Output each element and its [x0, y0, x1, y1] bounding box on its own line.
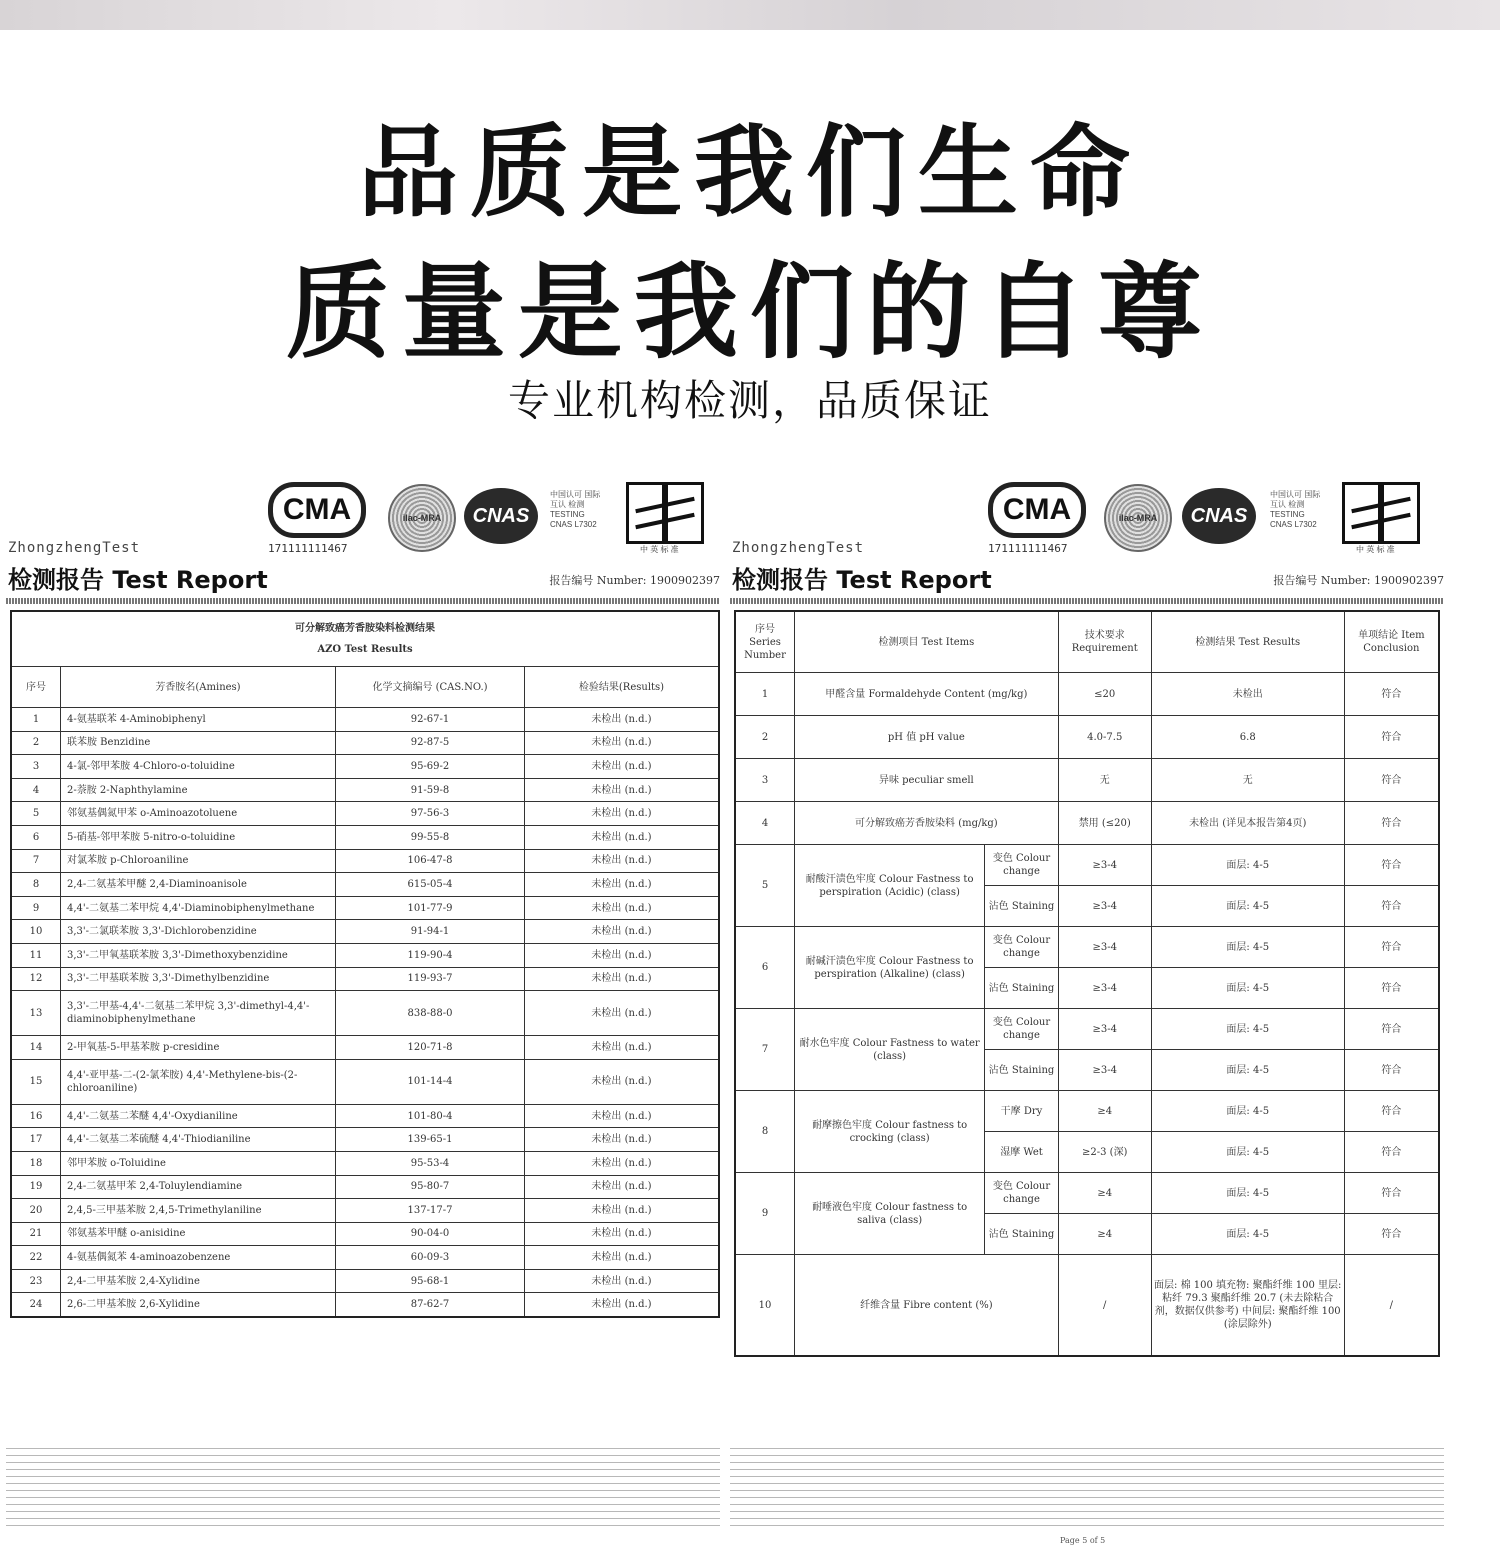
table-cell: 21: [11, 1222, 61, 1246]
table-cell: 未检出 (n.d.): [525, 1293, 720, 1317]
table-cell: 无: [1058, 759, 1151, 802]
table-cell: 13: [11, 991, 61, 1036]
table-cell: 95-68-1: [336, 1269, 525, 1293]
table-row: [11, 731, 719, 755]
cma-logo: CMA: [988, 482, 1086, 538]
table-cell: 符合: [1344, 1132, 1439, 1173]
table-cell: 未检出: [1151, 673, 1344, 716]
table-cell: 面层: 4-5: [1151, 1132, 1344, 1173]
table-cell: 未检出 (n.d.): [525, 1059, 720, 1104]
table-cell: 未检出 (n.d.): [525, 1199, 720, 1223]
table-cell: 未检出 (n.d.): [525, 873, 720, 897]
table-cell: 17: [11, 1128, 61, 1152]
table-cell: 可分解致癌芳香胺染料 (mg/kg): [795, 802, 1059, 845]
table-cell: 119-90-4: [336, 943, 525, 967]
table-cell: 2,6-二甲基苯胺 2,6-Xylidine: [61, 1293, 336, 1317]
cnas-logo: CNAS: [464, 488, 538, 544]
table-cell: 沾色 Staining: [985, 886, 1058, 927]
table-cell: 20: [11, 1199, 61, 1223]
header-cell: 技术要求 Requirement: [1058, 611, 1151, 673]
table-cell: 符合: [1344, 845, 1439, 886]
table-cell: 5-硝基-邻甲苯胺 5-nitro-o-toluidine: [61, 825, 336, 849]
report-title: 检测报告 Test Report: [8, 566, 268, 594]
table-cell: 7: [11, 849, 61, 873]
table-cell: 甲醛含量 Formaldehyde Content (mg/kg): [795, 673, 1059, 716]
caption-en: AZO Test Results: [317, 644, 413, 655]
table-row: [11, 1128, 719, 1152]
table-cell: 2: [11, 731, 61, 755]
table-cell: 沾色 Staining: [985, 1214, 1058, 1255]
table-cell: 面层: 4-5: [1151, 927, 1344, 968]
table-cell: 95-69-2: [336, 755, 525, 779]
table-row: [735, 759, 1439, 802]
table-cell: 92-87-5: [336, 731, 525, 755]
table-cell: 4.0-7.5: [1058, 716, 1151, 759]
table-cell: 60-09-3: [336, 1246, 525, 1270]
top-photo-strip: [0, 0, 1500, 30]
table-cell: 3,3'-二氯联苯胺 3,3'-Dichlorobenzidine: [61, 920, 336, 944]
page-number: Page 5 of 5: [1060, 1536, 1106, 1545]
table-row: [735, 845, 1439, 886]
table-cell: 干摩 Dry: [985, 1091, 1058, 1132]
table-cell: 4: [735, 802, 795, 845]
table-cell: 面层: 4-5: [1151, 886, 1344, 927]
table-cell: /: [1344, 1255, 1439, 1357]
table-cell: 12: [11, 967, 61, 991]
table-cell: 106-47-8: [336, 849, 525, 873]
table-cell: 7: [735, 1009, 795, 1091]
cma-logo: CMA: [268, 482, 366, 538]
table-cell: 未检出 (n.d.): [525, 1175, 720, 1199]
table-cell: 面层: 4-5: [1151, 1214, 1344, 1255]
table-cell: 838-88-0: [336, 991, 525, 1036]
header-cell: 检测项目 Test Items: [795, 611, 1059, 673]
table-cell: ≥2-3 (深): [1058, 1132, 1151, 1173]
table-row: [11, 849, 719, 873]
table-cell: 101-77-9: [336, 896, 525, 920]
table-cell: 未检出 (n.d.): [525, 1222, 720, 1246]
header-cell: 芳香胺名(Amines): [61, 667, 336, 708]
table-cell: pH 值 pH value: [795, 716, 1059, 759]
table-cell: 9: [735, 1173, 795, 1255]
header-cell: 序号 Series Number: [735, 611, 795, 673]
table-cell: 耐摩擦色牢度 Colour fastness to crocking (class): [795, 1091, 985, 1173]
table-cell: 2,4-二氨基甲苯 2,4-Toluylendiamine: [61, 1175, 336, 1199]
table-cell: 2: [735, 716, 795, 759]
table-cell: 面层: 4-5: [1151, 1091, 1344, 1132]
table-cell: 18: [11, 1151, 61, 1175]
table-cell: 邻氨基偶氮甲苯 o-Aminoazotoluene: [61, 802, 336, 826]
table-cell: 5: [735, 845, 795, 927]
table-cell: 2,4-二甲基苯胺 2,4-Xylidine: [61, 1269, 336, 1293]
table-cell: 95-80-7: [336, 1175, 525, 1199]
table-caption: [11, 611, 719, 667]
table-cell: 119-93-7: [336, 967, 525, 991]
table-cell: 未检出 (n.d.): [525, 755, 720, 779]
table-cell: 未检出 (n.d.): [525, 991, 720, 1036]
table-cell: 101-14-4: [336, 1059, 525, 1104]
table-row: [11, 1293, 719, 1317]
table-cell: 99-55-8: [336, 825, 525, 849]
report-number: 报告编号 Number: 1900902397: [1273, 574, 1444, 587]
company-name: ZhongzhengTest: [732, 540, 865, 556]
report-title: 检测报告 Test Report: [732, 566, 992, 594]
table-cell: 2,4,5-三甲基苯胺 2,4,5-Trimethylaniline: [61, 1199, 336, 1223]
table-cell: 符合: [1344, 802, 1439, 845]
table-cell: 符合: [1344, 886, 1439, 927]
table-row: [11, 1151, 719, 1175]
table-header-row: [11, 667, 719, 708]
table-cell: 湿摩 Wet: [985, 1132, 1058, 1173]
table-cell: 未检出 (n.d.): [525, 1246, 720, 1270]
table-cell: 符合: [1344, 1173, 1439, 1214]
table-cell: 沾色 Staining: [985, 968, 1058, 1009]
table-cell: 邻氨基苯甲醚 o-anisidine: [61, 1222, 336, 1246]
table-cell: 未检出 (n.d.): [525, 778, 720, 802]
table-cell: 耐唾液色牢度 Colour fastness to saliva (class): [795, 1173, 985, 1255]
cnas-note: 中国认可 国际互认 检测 TESTING CNAS L7302: [1270, 490, 1321, 529]
cma-number: 171111111467: [988, 542, 1068, 555]
header-cell: 检测结果 Test Results: [1151, 611, 1344, 673]
cnas-note: 中国认可 国际互认 检测 TESTING CNAS L7302: [550, 490, 601, 529]
table-cell: 11: [11, 943, 61, 967]
table-cell: 未检出 (n.d.): [525, 920, 720, 944]
table-cell: 10: [735, 1255, 795, 1357]
table-cell: 10: [11, 920, 61, 944]
table-cell: 禁用 (≤20): [1058, 802, 1151, 845]
table-cell: 未检出 (详见本报告第4页): [1151, 802, 1344, 845]
fine-print-disclaimer: [6, 1448, 720, 1526]
table-cell: 面层: 4-5: [1151, 1050, 1344, 1091]
table-header-row: [735, 611, 1439, 673]
quality-results-table: [734, 610, 1440, 1357]
standard-mark-caption: 中 英 标 准: [1356, 545, 1395, 554]
table-cell: 1: [735, 673, 795, 716]
standard-mark-icon: [626, 482, 704, 544]
fine-print-disclaimer: [730, 1448, 1444, 1526]
table-cell: 未检出 (n.d.): [525, 967, 720, 991]
table-row: [735, 1009, 1439, 1050]
table-cell: 615-05-4: [336, 873, 525, 897]
table-cell: 5: [11, 802, 61, 826]
table-cell: 139-65-1: [336, 1128, 525, 1152]
test-report-right: [730, 478, 1444, 1543]
table-cell: 异味 peculiar smell: [795, 759, 1059, 802]
table-row: [11, 1269, 719, 1293]
table-cell: 未检出 (n.d.): [525, 849, 720, 873]
standard-mark-caption: 中 英 标 准: [640, 545, 679, 554]
table-cell: 120-71-8: [336, 1036, 525, 1060]
table-row: [11, 1199, 719, 1223]
table-cell: ≥3-4: [1058, 886, 1151, 927]
table-cell: 面层: 4-5: [1151, 845, 1344, 886]
table-cell: 符合: [1344, 716, 1439, 759]
table-cell: 15: [11, 1059, 61, 1104]
table-cell: 符合: [1344, 1009, 1439, 1050]
cma-number: 171111111467: [268, 542, 348, 555]
table-cell: 未检出 (n.d.): [525, 1151, 720, 1175]
table-cell: 未检出 (n.d.): [525, 825, 720, 849]
table-cell: 97-56-3: [336, 802, 525, 826]
table-cell: 16: [11, 1104, 61, 1128]
table-cell: 无: [1151, 759, 1344, 802]
header-cell: 检验结果(Results): [525, 667, 720, 708]
header-cell: 单项结论 Item Conclusion: [1344, 611, 1439, 673]
table-cell: 101-80-4: [336, 1104, 525, 1128]
ilac-mra-logo: ilac-MRA: [388, 484, 456, 552]
table-cell: 耐酸汗渍色牢度 Colour Fastness to perspiration (Acidic) (class): [795, 845, 985, 927]
table-row: [11, 1104, 719, 1128]
table-cell: 未检出 (n.d.): [525, 802, 720, 826]
header-rule: [6, 598, 720, 604]
table-cell: ≤20: [1058, 673, 1151, 716]
table-row: [735, 802, 1439, 845]
table-row: [11, 943, 719, 967]
table-cell: 未检出 (n.d.): [525, 896, 720, 920]
table-cell: 变色 Colour change: [985, 845, 1058, 886]
table-cell: 87-62-7: [336, 1293, 525, 1317]
table-cell: 邻甲苯胺 o-Toluidine: [61, 1151, 336, 1175]
table-row: [11, 708, 719, 732]
table-row: [11, 967, 719, 991]
table-cell: 4,4'-二氨基二苯硫醚 4,4'-Thiodianiline: [61, 1128, 336, 1152]
table-row: [11, 1222, 719, 1246]
header-cell: 序号: [11, 667, 61, 708]
table-cell: 3,3'-二甲基-4,4'-二氨基二苯甲烷 3,3'-dimethyl-4,4'-diaminobiphenylmethane: [61, 991, 336, 1036]
table-cell: 19: [11, 1175, 61, 1199]
table-cell: 未检出 (n.d.): [525, 1128, 720, 1152]
table-cell: 4,4'-二氨基二苯醚 4,4'-Oxydianiline: [61, 1104, 336, 1128]
table-cell: 137-17-7: [336, 1199, 525, 1223]
table-row: [11, 755, 719, 779]
table-cell: 面层: 4-5: [1151, 1009, 1344, 1050]
table-cell: 8: [735, 1091, 795, 1173]
table-cell: ≥3-4: [1058, 968, 1151, 1009]
cnas-logo: CNAS: [1182, 488, 1256, 544]
table-cell: 6: [735, 927, 795, 1009]
table-cell: 未检出 (n.d.): [525, 1269, 720, 1293]
table-cell: ≥4: [1058, 1091, 1151, 1132]
table-cell: 2-甲氧基-5-甲基苯胺 p-cresidine: [61, 1036, 336, 1060]
table-cell: 纤维含量 Fibre content (%): [795, 1255, 1059, 1357]
table-cell: 未检出 (n.d.): [525, 708, 720, 732]
table-cell: 3: [11, 755, 61, 779]
table-row: [11, 778, 719, 802]
table-cell: 面层: 棉 100 填充物: 聚酯纤维 100 里层: 粘纤 79.3 聚酯纤维 20.7 (未去除粘合剂，数据仅供参考) 中间层: 聚酯纤维 100 (涂层除外): [1151, 1255, 1344, 1357]
table-cell: 24: [11, 1293, 61, 1317]
header-rule: [730, 598, 1444, 604]
table-cell: 6: [11, 825, 61, 849]
table-cell: 未检出 (n.d.): [525, 731, 720, 755]
table-cell: ≥3-4: [1058, 927, 1151, 968]
table-cell: 变色 Colour change: [985, 1009, 1058, 1050]
table-row: [11, 991, 719, 1036]
table-row: [11, 825, 719, 849]
ilac-mra-logo: ilac-MRA: [1104, 484, 1172, 552]
table-row: [735, 1173, 1439, 1214]
table-row: [735, 716, 1439, 759]
table-cell: 变色 Colour change: [985, 1173, 1058, 1214]
table-cell: 91-59-8: [336, 778, 525, 802]
table-row: [11, 1175, 719, 1199]
table-cell: 未检出 (n.d.): [525, 1104, 720, 1128]
table-cell: 92-67-1: [336, 708, 525, 732]
company-name: ZhongzhengTest: [8, 540, 141, 556]
table-cell: 未检出 (n.d.): [525, 1036, 720, 1060]
table-cell: 2-萘胺 2-Naphthylamine: [61, 778, 336, 802]
table-cell: 4,4'-亚甲基-二-(2-氯苯胺) 4,4'-Methylene-bis-(2-chloroaniline): [61, 1059, 336, 1104]
table-cell: 对氯苯胺 p-Chloroaniline: [61, 849, 336, 873]
table-row: [11, 1246, 719, 1270]
table-cell: /: [1058, 1255, 1151, 1357]
table-row: [11, 896, 719, 920]
table-cell: 4-氨基联苯 4-Aminobiphenyl: [61, 708, 336, 732]
headline-line-2: 质量是我们的自尊: [285, 251, 1214, 373]
report-number: 报告编号 Number: 1900902397: [549, 574, 720, 587]
table-row: [11, 920, 719, 944]
table-cell: ≥3-4: [1058, 1050, 1151, 1091]
table-cell: 4-氨基偶氮苯 4-aminoazobenzene: [61, 1246, 336, 1270]
table-cell: 1: [11, 708, 61, 732]
table-cell: 4,4'-二氨基二苯甲烷 4,4'-Diaminobiphenylmethane: [61, 896, 336, 920]
table-cell: 90-04-0: [336, 1222, 525, 1246]
azo-results-table: [10, 610, 720, 1318]
table-cell: ≥3-4: [1058, 1009, 1151, 1050]
table-cell: 3: [735, 759, 795, 802]
table-cell: 2,4-二氨基苯甲醚 2,4-Diaminoanisole: [61, 873, 336, 897]
table-cell: 面层: 4-5: [1151, 968, 1344, 1009]
table-cell: 22: [11, 1246, 61, 1270]
table-cell: 9: [11, 896, 61, 920]
table-row: [735, 1091, 1439, 1132]
header-cell: 化学文摘编号 (CAS.NO.): [336, 667, 525, 708]
table-cell: 95-53-4: [336, 1151, 525, 1175]
table-row: [11, 873, 719, 897]
table-cell: 符合: [1344, 1091, 1439, 1132]
table-cell: 4-氯-邻甲苯胺 4-Chloro-o-toluidine: [61, 755, 336, 779]
table-cell: 3,3'-二甲氧基联苯胺 3,3'-Dimethoxybenzidine: [61, 943, 336, 967]
table-row: [11, 802, 719, 826]
table-cell: 符合: [1344, 927, 1439, 968]
caption-cn: 可分解致癌芳香胺染料检测结果: [295, 623, 435, 634]
table-row: [11, 1036, 719, 1060]
headline-line-1: 品质是我们生命: [358, 114, 1142, 231]
test-report-left: [6, 478, 720, 1543]
table-cell: 符合: [1344, 1214, 1439, 1255]
standard-mark-icon: [1342, 482, 1420, 544]
subtitle: 专业机构检测，品质保证: [507, 376, 992, 425]
table-cell: ≥3-4: [1058, 845, 1151, 886]
table-cell: 3,3'-二甲基联苯胺 3,3'-Dimethylbenzidine: [61, 967, 336, 991]
table-cell: ≥4: [1058, 1173, 1151, 1214]
table-cell: 变色 Colour change: [985, 927, 1058, 968]
table-cell: 符合: [1344, 673, 1439, 716]
table-cell: 符合: [1344, 968, 1439, 1009]
table-cell: 符合: [1344, 759, 1439, 802]
table-cell: 耐水色牢度 Colour Fastness to water (class): [795, 1009, 985, 1091]
table-row: [735, 673, 1439, 716]
table-cell: 4: [11, 778, 61, 802]
table-cell: 未检出 (n.d.): [525, 943, 720, 967]
table-cell: 耐碱汗渍色牢度 Colour Fastness to perspiration (Alkaline) (class): [795, 927, 985, 1009]
table-cell: 91-94-1: [336, 920, 525, 944]
table-cell: 6.8: [1151, 716, 1344, 759]
table-cell: 23: [11, 1269, 61, 1293]
table-cell: 8: [11, 873, 61, 897]
table-row: [11, 1059, 719, 1104]
table-cell: 14: [11, 1036, 61, 1060]
table-cell: 沾色 Staining: [985, 1050, 1058, 1091]
table-cell: 符合: [1344, 1050, 1439, 1091]
table-row: [735, 927, 1439, 968]
table-row: [735, 1255, 1439, 1357]
table-cell: 面层: 4-5: [1151, 1173, 1344, 1214]
table-cell: ≥4: [1058, 1214, 1151, 1255]
table-cell: 联苯胺 Benzidine: [61, 731, 336, 755]
